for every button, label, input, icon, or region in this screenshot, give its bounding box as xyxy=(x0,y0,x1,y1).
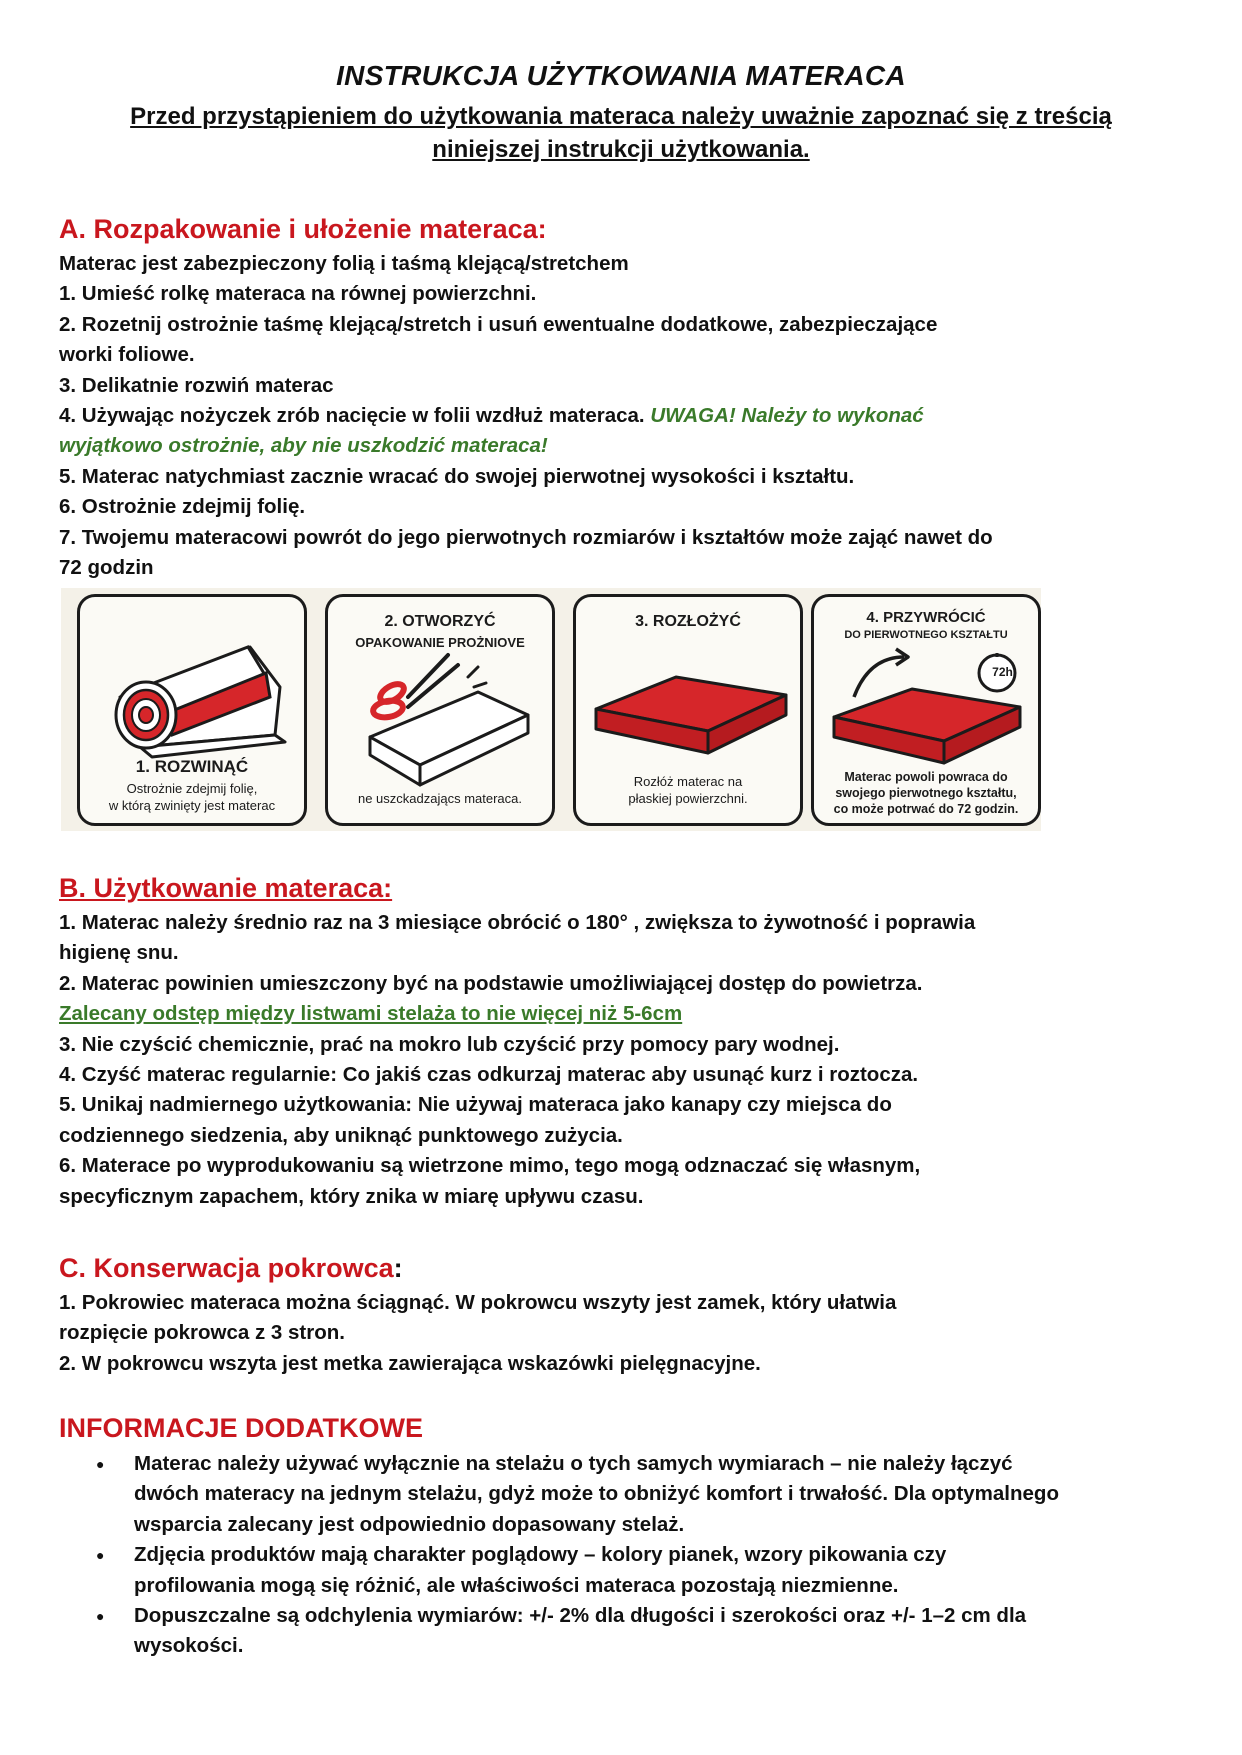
section-info-heading: INFORMACJE DODATKOWE xyxy=(59,1413,423,1443)
info-bullet-1-line-2: dwóch materacy na jednym stelażu, gdyż może to obniżyć komfort i trwałość. Dla optymalnego xyxy=(134,1482,1059,1506)
info-bullet-1-line-3: wsparcia zalecany jest odpowiednio dopasowany stelaż. xyxy=(134,1512,685,1536)
section-a-step-3: 3. Delikatnie rozwiń materac xyxy=(59,373,334,397)
step-4-warning-cont: wyjątkowo ostrożnie, aby nie uszkodzić materaca! xyxy=(59,434,548,458)
step-card-restore xyxy=(811,594,1041,826)
section-c-heading-colon: : xyxy=(393,1253,403,1283)
section-b-item-3: 3. Nie czyścić chemicznie, prać na mokro lub czyścić przy pomocy pary wodnej. xyxy=(59,1032,840,1056)
section-a-step-7: 7. Twojemu materacowi powrót do jego pierwotnych rozmiarów i kształtów może zająć nawet do xyxy=(59,525,993,549)
card-4-title-line-1: 4. PRZYWRÓCIĆ xyxy=(866,609,986,626)
clock-label: 72h xyxy=(992,665,1013,679)
section-b-heading: B. Użytkowanie materaca: xyxy=(59,873,393,903)
info-bullet-1 xyxy=(96,1449,1196,1540)
section-a-intro: Materac jest zabezpieczony folią i taśmą klejącą/stretchem xyxy=(59,252,629,275)
section-a-step-1: 1. Umieść rolkę materaca na równej powierzchni. xyxy=(59,282,537,306)
section-a-step-6: 6. Ostrożnie zdejmij folię. xyxy=(59,495,306,519)
section-a-heading: A. Rozpakowanie i ułożenie materaca: xyxy=(59,214,547,244)
card-1-desc-line-1: Ostrożnie zdejmij folię, xyxy=(126,781,258,796)
section-b-item-6-cont: specyficznym zapachem, który znika w miarę upływu czasu. xyxy=(59,1184,644,1208)
subtitle-line-1: Przed przystąpieniem do użytkowania materaca należy uważnie zapoznać się z treścią xyxy=(130,103,1112,130)
info-bullet-1-line-1: ● Materac należy używać wyłącznie na stelażu o tych samych wymiarach – nie należy łączyć xyxy=(134,1452,1013,1475)
section-a-step-2-cont: worki foliowe. xyxy=(59,343,195,367)
card-3-desc-line-1: Rozłóż materac na xyxy=(633,774,743,789)
step-4-warning: UWAGA! Należy to wykonać xyxy=(650,404,924,428)
section-b-body xyxy=(59,908,1189,1212)
section-b-item-2-note: Zalecany odstęp między listwami stelaża to nie więcej niż 5-6cm xyxy=(59,1002,683,1026)
card-4-desc-line-3: co może potrwać do 72 godzin. xyxy=(833,802,1019,816)
section-c-heading xyxy=(59,1253,403,1284)
card-1-title: 1. ROZWINĄĆ xyxy=(135,757,249,776)
section-c-heading-text: C. Konserwacja pokrowca xyxy=(59,1253,394,1283)
card-3-desc-line-2: płaskiej powierzchni. xyxy=(628,791,748,806)
document-subtitle xyxy=(60,100,1182,166)
section-b-item-4: 4. Czyść materac regularnie: Co jakiś czas odkurzaj materac aby usunąć kurz i roztocza. xyxy=(59,1063,919,1087)
section-b-item-2: 2. Materac powinien umieszczony być na podstawie umożliwiającej dostęp do powietrza. xyxy=(59,971,923,995)
section-a-step-2: 2. Rozetnij ostrożnie taśmę klejącą/stretch i usuń ewentualne dodatkowe, zabezpieczające xyxy=(59,312,938,336)
card-4-desc-line-1: Materac powoli powraca do xyxy=(844,770,1008,784)
card-4-desc xyxy=(814,769,1038,817)
step-card-unroll xyxy=(77,594,307,826)
card-2-desc: ne uszckadzającs materaca. xyxy=(357,791,523,806)
step-card-lay-flat xyxy=(573,594,803,826)
subtitle-line-2: niniejszej instrukcji użytkowania. xyxy=(432,136,810,163)
card-2-title-line-2: OPAKOWANIE PROŻNIOVE xyxy=(355,635,525,650)
section-a-body xyxy=(59,249,1189,583)
card-4-desc-line-2: swojego pierwotnego kształtu, xyxy=(835,786,1017,800)
card-3-desc xyxy=(576,773,800,807)
instruction-illustration xyxy=(61,588,1041,831)
card-1-desc-line-2: w którą zwinięty jest materac xyxy=(108,798,276,813)
section-a-step-4 xyxy=(59,401,1189,431)
info-bullet-3 xyxy=(96,1601,1196,1662)
section-info-list xyxy=(96,1449,1196,1662)
section-c-item-2: 2. W pokrowcu wszyta jest metka zawierająca wskazówki pielęgnacyjne. xyxy=(59,1351,761,1375)
step-card-open xyxy=(325,594,555,826)
section-a-step-7-cont: 72 godzin xyxy=(59,556,154,580)
section-c-body xyxy=(59,1288,1189,1379)
card-1-desc xyxy=(80,780,304,814)
section-c-item-1: 1. Pokrowiec materaca można ściągnąć. W pokrowcu wszyty jest zamek, który ułatwia xyxy=(59,1291,897,1314)
info-bullet-2-line-2: profilowania mogą się różnić, ale właściwości materaca pozostają niezmienne. xyxy=(134,1573,899,1597)
section-b-item-1: 1. Materac należy średnio raz na 3 miesiące obrócić o 180° , zwiększa to żywotność i poprawia xyxy=(59,911,976,934)
document-title: INSTRUKCJA UŻYTKOWANIA MATERACA xyxy=(336,60,906,91)
section-b-item-5-cont: codziennego siedzenia, aby uniknąć punktowego zużycia. xyxy=(59,1123,623,1147)
info-bullet-3-line-2: wysokości. xyxy=(134,1634,244,1658)
card-2-title-line-1: 2. OTWORZYĆ xyxy=(384,613,496,630)
section-b-item-1-cont: higienę snu. xyxy=(59,941,179,965)
section-a-step-5: 5. Materac natychmiast zacznie wracać do swojej pierwotnej wysokości i kształtu. xyxy=(59,464,855,488)
info-bullet-2 xyxy=(96,1540,1196,1601)
section-b-item-5: 5. Unikaj nadmiernego użytkowania: Nie używaj materaca jako kanapy czy miejsca do xyxy=(59,1093,892,1117)
section-c-item-1-cont: rozpięcie pokrowca z 3 stron. xyxy=(59,1321,345,1345)
card-4-title-line-2: DO PIERWOTNEGO KSZTAŁTU xyxy=(844,629,1008,641)
card-3-title: 3. ROZŁOŻYĆ xyxy=(635,613,741,630)
step-4-text: 4. Używając nożyczek zrób nacięcie w folii wzdłuż materaca. xyxy=(59,404,645,428)
info-bullet-2-line-1: ● Zdjęcia produktów mają charakter poglądowy – kolory pianek, wzory pikowania czy xyxy=(134,1543,947,1567)
section-b-item-6: 6. Materace po wyprodukowaniu są wietrzone mimo, tego mogą odznaczać się własnym, xyxy=(59,1154,921,1178)
info-bullet-3-line-1: ● Dopuszczalne są odchylenia wymiarów: +/- 2% dla długości i szerokości oraz +/- 1–2 cm dla xyxy=(134,1604,1027,1628)
